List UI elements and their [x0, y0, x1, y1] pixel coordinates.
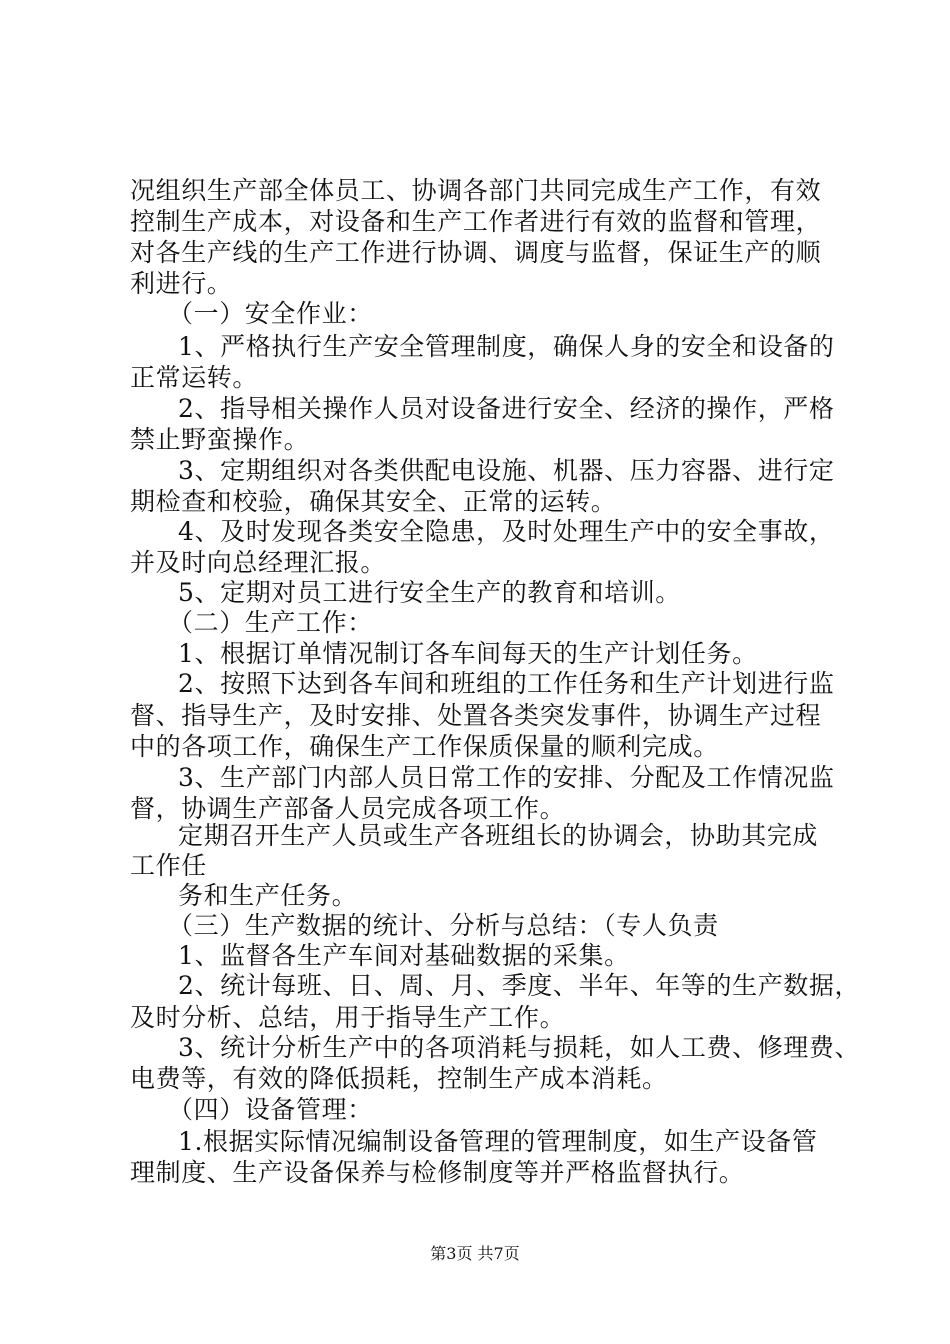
- list-item: 3、生产部门内部人员日常工作的安排、分配及工作情况监: [178, 763, 835, 792]
- list-item-continuation: 及时分析、总结，用于指导生产工作。: [130, 1003, 566, 1032]
- list-item: 2、统计每班、日、周、月、季度、半年、年等的生产数据，: [178, 971, 860, 1000]
- list-item-continuation: 期检查和校验，确保其安全、正常的运转。: [130, 487, 617, 516]
- paragraph-line: 控制生产成本，对设备和生产工作者进行有效的监督和管理，: [130, 207, 822, 236]
- paragraph-line: 务和生产任务。: [178, 881, 358, 910]
- list-item-continuation: 禁止野蛮操作。: [130, 425, 310, 454]
- paragraph-line: 利进行。: [130, 269, 233, 298]
- list-item-continuation: 电费等，有效的降低损耗，控制生产成本消耗。: [130, 1064, 668, 1093]
- list-item: 1、监督各生产车间对基础数据的采集。: [178, 941, 630, 970]
- section-heading: （一）安全作业：: [168, 299, 373, 328]
- list-item-continuation: 督，协调生产部备人员完成各项工作。: [130, 794, 566, 823]
- page-footer: 第3页 共7页: [430, 1244, 520, 1263]
- list-item: 2、指导相关操作人员对设备进行安全、经济的操作，严格: [178, 394, 835, 423]
- list-item-continuation: 正常运转。: [130, 363, 259, 392]
- list-item: 2、按照下达到各车间和班组的工作任务和生产计划进行监: [178, 669, 835, 698]
- list-item-continuation: 督、指导生产，及时安排、处置各类突发事件，协调生产过程: [130, 701, 822, 730]
- paragraph-line: 况组织生产部全体员工、协调各部门共同完成生产工作，有效: [130, 176, 822, 205]
- paragraph-line: 对各生产线的生产工作进行协调、调度与监督，保证生产的顺: [130, 238, 822, 267]
- list-item: 4、及时发现各类安全隐患，及时处理生产中的安全事故，: [178, 517, 835, 546]
- list-item: 1.根据实际情况编制设备管理的管理制度，如生产设备管: [178, 1127, 818, 1156]
- paragraph-line: 工作任: [130, 851, 207, 880]
- list-item: 1、严格执行生产安全管理制度，确保人身的安全和设备的: [178, 332, 835, 361]
- paragraph-line: 定期召开生产人员或生产各班组长的协调会，协助其完成: [178, 821, 819, 850]
- list-item: 1、根据订单情况制订各车间每天的生产计划任务。: [178, 639, 758, 668]
- list-item: 3、定期组织对各类供配电设施、机器、压力容器、进行定: [178, 456, 835, 485]
- list-item-continuation: 并及时向总经理汇报。: [130, 548, 387, 577]
- list-item-continuation: 中的各项工作，确保生产工作保质保量的顺利完成。: [130, 732, 719, 761]
- list-item-continuation: 理制度、生产设备保养与检修制度等并严格监督执行。: [130, 1158, 745, 1187]
- section-heading: （三）生产数据的统计、分析与总结：（专人负责: [168, 911, 719, 940]
- section-heading: （二）生产工作：: [168, 608, 373, 637]
- section-heading: （四）设备管理：: [168, 1095, 373, 1124]
- list-item: 3、统计分析生产中的各项消耗与损耗，如人工费、修理费、: [178, 1033, 860, 1062]
- list-item: 5、定期对员工进行安全生产的教育和培训。: [178, 578, 681, 607]
